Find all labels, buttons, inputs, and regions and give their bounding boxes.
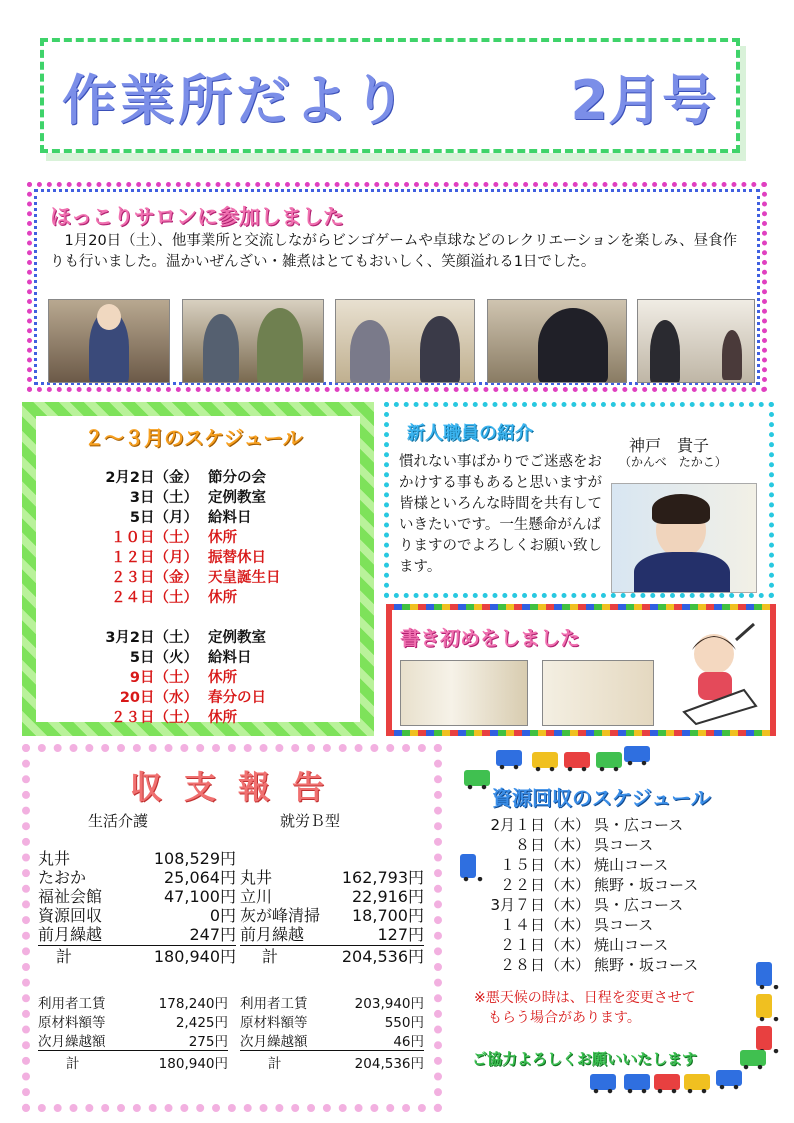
recycling-row: 3月７日（木） 呉・広コース [490, 896, 684, 914]
issue-label: 2月号 [570, 69, 716, 132]
calligraphy-photo-2 [542, 660, 654, 726]
report-row: 丸井 108,529円 [38, 849, 236, 868]
report-wage-row: 利用者工賃 203,940円 [240, 996, 424, 1012]
report-row: 前月繰越 247円 [38, 922, 236, 946]
report-total: 計 204,536円 [262, 947, 424, 966]
report-wage-total: 計 204,536円 [268, 1056, 424, 1072]
truck-icon [496, 750, 522, 766]
thanks-message: ご協力よろしくお願いいたします [472, 1050, 698, 1068]
truck-icon [716, 1070, 742, 1086]
schedule-row: 3日（土） 定例教室 [129, 490, 266, 506]
report-heading: 収支報告 [130, 768, 347, 806]
staff-name: 神戸 貴子 [629, 436, 710, 455]
calligraphy-photo-1 [400, 660, 528, 726]
recycling-row: ８日（木） 呉コース [514, 836, 654, 854]
schedule-row: １２日（月） 振替休日 [111, 550, 266, 566]
truck-icon [740, 1050, 766, 1066]
recycling-section [450, 744, 780, 1114]
schedule-heading: ２～３月のスケジュール [84, 426, 303, 450]
staff-portrait [611, 483, 757, 593]
report-row: 立川 22,916円 [240, 887, 424, 906]
salon-photo-kitchen [182, 299, 324, 383]
recycling-row: １４日（木） 呉コース [499, 916, 654, 934]
report-row: 資源回収 0円 [38, 906, 236, 925]
report-wage-row: 次月繰越額 46円 [240, 1030, 424, 1051]
schedule-row: 9日（土） 休所 [129, 670, 237, 686]
truck-icon [684, 1074, 710, 1090]
truck-icon [654, 1074, 680, 1090]
salon-photo-bowling [637, 299, 755, 383]
title-banner [40, 38, 740, 153]
truck-icon [624, 746, 650, 762]
truck-icon [460, 854, 476, 878]
salon-heading: ほっこりサロンに参加しました [50, 205, 344, 229]
calligraphy-illustration [674, 620, 760, 726]
report-row: 福祉会館 47,100円 [38, 887, 236, 906]
calligraphy-section [386, 604, 776, 736]
weather-note: ※悪天候の時は、日程を変更させて もらう場合があります。 [474, 990, 696, 1026]
report-wage-row: 次月繰越額 275円 [38, 1030, 228, 1051]
schedule-row: 2月2日（金） 節分の会 [105, 470, 266, 486]
truck-icon [464, 770, 490, 786]
staff-kana: （かんべ たかこ） [619, 455, 727, 469]
newsletter-title: 作業所だより [62, 69, 410, 132]
salon-photo-lunch [335, 299, 475, 383]
report-row: 丸井 162,793円 [240, 868, 424, 887]
recycling-row: 2月１日（木） 呉・広コース [490, 816, 684, 834]
recycling-row: １５日（木） 焼山コース [499, 856, 669, 874]
schedule-row: ２３日（金） 天皇誕生日 [111, 570, 281, 586]
report-wage-row: 原材料額等 2,425円 [38, 1015, 228, 1031]
report-total: 計 180,940円 [56, 947, 236, 966]
report-row: 灰が峰清掃 18,700円 [240, 906, 424, 925]
report-row: 前月繰越 127円 [240, 922, 424, 946]
truck-icon [756, 962, 772, 986]
report-row: たおか 25,064円 [38, 868, 236, 887]
staff-message: 慣れない事ばかりでご迷惑をおかけする事もあると思いますが皆様といろんな時間を共有していきたいです。一生懸命がんばりますのでよろしくお願い致します。 [399, 454, 602, 575]
truck-icon [532, 752, 558, 768]
truck-icon [756, 994, 772, 1018]
report-wage-row: 利用者工賃 178,240円 [38, 996, 228, 1012]
salon-text: 1月20日（土）、他事業所と交流しながらビンゴゲームや卓球などのレクリエーションを楽しみ、昼食作りも行いました。温かいぜんざい・雑煮はとてもおいしく、笑顔溢れる1日でした。 [50, 233, 738, 270]
report-wage-row: 原材料額等 550円 [240, 1015, 424, 1031]
staff-heading: 新人職員の紹介 [407, 423, 533, 444]
report-col-lifecare: 生活介護 [88, 812, 149, 830]
truck-icon [624, 1074, 650, 1090]
recycling-row: ２８日（木） 熊野・坂コース [499, 956, 699, 974]
financial-report-section [22, 744, 442, 1112]
new-staff-section [384, 402, 774, 598]
truck-icon [564, 752, 590, 768]
report-wage-total: 計 180,940円 [66, 1056, 228, 1072]
recycling-row: ２１日（木） 焼山コース [499, 936, 669, 954]
schedule-row: 5日（月） 給料日 [129, 510, 252, 526]
calligraphy-heading: 書き初めをしました [400, 626, 580, 650]
salon-photo-eating [487, 299, 627, 383]
recycling-heading: 資源回収のスケジュール [492, 786, 711, 810]
schedule-row: １０日（土） 休所 [111, 530, 237, 546]
salon-photo-cooking [48, 299, 170, 383]
schedule-row: 3月2日（土） 定例教室 [105, 630, 266, 646]
salon-section [27, 182, 767, 392]
truck-icon [596, 752, 622, 768]
report-col-employment-b: 就労Ｂ型 [280, 812, 341, 830]
recycling-row: ２２日（木） 熊野・坂コース [499, 876, 699, 894]
schedule-row: 5日（火） 給料日 [129, 650, 252, 666]
schedule-row: 20日（水） 春分の日 [119, 690, 266, 706]
schedule-row: ２４日（土） 休所 [111, 590, 237, 606]
schedule-section [22, 402, 374, 736]
schedule-row: ２３日（土） 休所 [111, 710, 237, 726]
truck-icon [756, 1026, 772, 1050]
truck-icon [590, 1074, 616, 1090]
